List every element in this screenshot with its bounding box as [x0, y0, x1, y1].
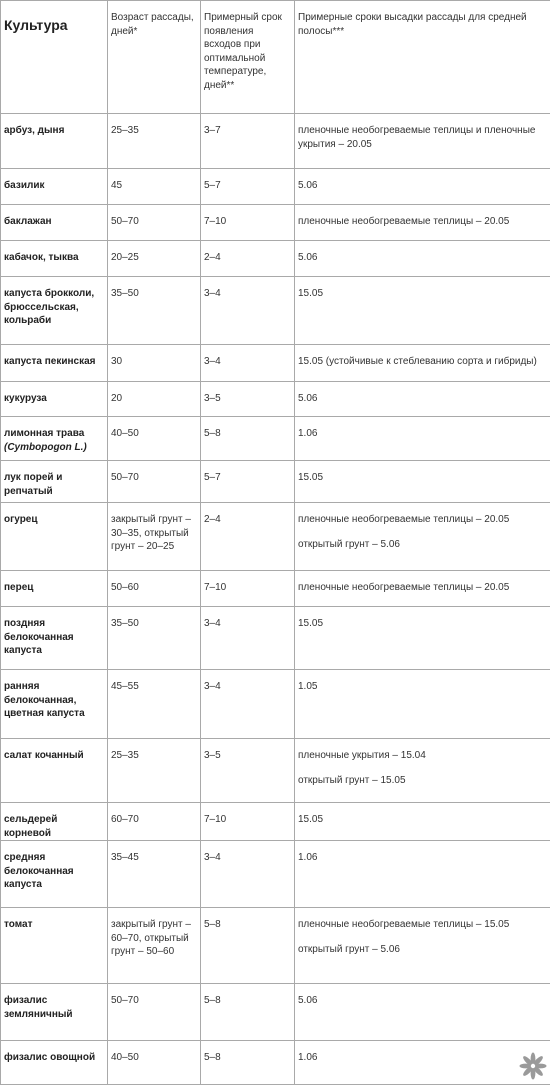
cell-age: 35–50 [108, 277, 201, 345]
culture-latin-name: (Cymbopogon L.) [4, 442, 87, 453]
header-age: Возраст рассады, дней* [108, 1, 201, 114]
cell-age: 20–25 [108, 241, 201, 277]
cell-sprout: 2–4 [201, 503, 295, 571]
table-row [1, 670, 550, 739]
cell-sprout: 7–10 [201, 803, 295, 841]
cell-dates [295, 169, 550, 205]
cell-culture [1, 345, 108, 382]
table-row [1, 984, 550, 1041]
culture-name: лимонная трава [4, 428, 84, 439]
cell-sprout: 3–5 [201, 739, 295, 803]
cell-dates [295, 382, 550, 417]
culture-name: перец [4, 582, 33, 593]
culture-name: капуста брокколи, брюссельская, кольраби [4, 288, 94, 326]
planting-date-line: 1.06 [298, 427, 547, 441]
table-row [1, 571, 550, 607]
planting-date-line: 15.05 [298, 287, 547, 301]
header-sprout: Примерный срок появления всходов при оптимальной температуре, дней** [201, 1, 295, 114]
cell-culture [1, 803, 108, 841]
culture-name: поздняя белокочанная капуста [4, 618, 74, 656]
cell-sprout: 5–8 [201, 984, 295, 1041]
table-row [1, 607, 550, 670]
cell-sprout: 7–10 [201, 205, 295, 241]
cell-age: закрытый грунт – 60–70, открытый грунт – 50–60 [108, 908, 201, 984]
cell-age: закрытый грунт – 30–35, открытый грунт – 20–25 [108, 503, 201, 571]
cell-sprout: 3–4 [201, 607, 295, 670]
cell-dates [295, 503, 550, 571]
planting-date-line: пленочные укрытия – 15.04 [298, 749, 547, 763]
culture-name: базилик [4, 180, 44, 191]
cell-age: 25–35 [108, 114, 201, 169]
cell-dates [295, 841, 550, 908]
cell-dates [295, 908, 550, 984]
planting-date-line: открытый грунт – 5.06 [298, 943, 547, 957]
cell-sprout: 3–7 [201, 114, 295, 169]
cell-dates [295, 739, 550, 803]
cell-sprout: 3–4 [201, 345, 295, 382]
cell-sprout: 5–8 [201, 1041, 295, 1085]
planting-date-line: 15.05 [298, 813, 547, 827]
cell-dates [295, 345, 550, 382]
cell-dates [295, 803, 550, 841]
cell-age: 40–50 [108, 1041, 201, 1085]
culture-name: баклажан [4, 216, 52, 227]
cell-culture [1, 984, 108, 1041]
culture-name: арбуз, дыня [4, 125, 64, 136]
cell-culture [1, 382, 108, 417]
culture-name: физалис земляничный [4, 995, 73, 1020]
planting-date-line: 5.06 [298, 251, 547, 265]
cell-culture [1, 607, 108, 670]
cell-culture [1, 241, 108, 277]
cell-age: 50–70 [108, 461, 201, 503]
culture-name: ранняя белокочанная, цветная капуста [4, 681, 85, 719]
cell-culture [1, 417, 108, 461]
cell-dates [295, 277, 550, 345]
cell-age: 60–70 [108, 803, 201, 841]
header-culture: Культура [1, 1, 108, 114]
cell-dates [295, 114, 550, 169]
planting-date-line: 1.06 [298, 851, 547, 865]
asterisk-flower-icon [518, 1051, 548, 1081]
planting-date-line: 5.06 [298, 179, 547, 193]
cell-sprout: 5–8 [201, 908, 295, 984]
table-row [1, 503, 550, 571]
cell-age: 45 [108, 169, 201, 205]
cell-dates [295, 571, 550, 607]
culture-name: средняя белокочанная капуста [4, 852, 74, 890]
culture-name: огурец [4, 514, 38, 525]
cell-sprout: 2–4 [201, 241, 295, 277]
planting-date-line: 15.05 [298, 617, 547, 631]
table-row [1, 345, 550, 382]
cell-dates [295, 417, 550, 461]
table-row [1, 169, 550, 205]
cell-culture [1, 908, 108, 984]
table-row [1, 739, 550, 803]
culture-name: кабачок, тыква [4, 252, 79, 263]
cell-age: 30 [108, 345, 201, 382]
planting-date-line: 5.06 [298, 994, 547, 1008]
cell-age: 20 [108, 382, 201, 417]
cell-sprout: 5–8 [201, 417, 295, 461]
cell-sprout: 3–4 [201, 841, 295, 908]
cell-sprout: 3–4 [201, 277, 295, 345]
table-body [1, 114, 550, 1085]
culture-name: кукуруза [4, 393, 47, 404]
cell-age: 35–50 [108, 607, 201, 670]
culture-name: капуста пекинская [4, 356, 95, 367]
culture-name: салат кочанный [4, 750, 84, 761]
cell-culture [1, 670, 108, 739]
table-row [1, 803, 550, 841]
table-row [1, 205, 550, 241]
cell-age: 40–50 [108, 417, 201, 461]
cell-sprout: 3–4 [201, 670, 295, 739]
cell-culture [1, 169, 108, 205]
table-row [1, 1041, 550, 1085]
cell-culture [1, 739, 108, 803]
planting-date-line: 5.06 [298, 392, 547, 406]
cell-sprout: 3–5 [201, 382, 295, 417]
planting-date-line: 15.05 (устойчивые к стеблеванию сорта и гибриды) [298, 355, 547, 369]
cell-culture [1, 571, 108, 607]
cell-age: 25–35 [108, 739, 201, 803]
culture-name: лук порей и репчатый [4, 472, 62, 497]
planting-date-line: пленочные необогреваемые теплицы и пленочные укрытия – 20.05 [298, 124, 547, 151]
cell-age: 50–70 [108, 205, 201, 241]
cell-age: 35–45 [108, 841, 201, 908]
cell-culture [1, 277, 108, 345]
culture-name: сельдерей корневой [4, 814, 57, 839]
cell-dates [295, 1041, 550, 1085]
planting-date-line: открытый грунт – 15.05 [298, 774, 547, 788]
culture-name: томат [4, 919, 32, 930]
table-row [1, 241, 550, 277]
cell-dates [295, 241, 550, 277]
table-row [1, 841, 550, 908]
cell-dates [295, 607, 550, 670]
cell-sprout: 5–7 [201, 169, 295, 205]
cell-dates [295, 670, 550, 739]
cell-sprout: 5–7 [201, 461, 295, 503]
cell-culture [1, 114, 108, 169]
cell-dates [295, 205, 550, 241]
cell-dates [295, 461, 550, 503]
table-row [1, 382, 550, 417]
cell-age: 45–55 [108, 670, 201, 739]
cell-age: 50–60 [108, 571, 201, 607]
table-row [1, 277, 550, 345]
planting-date-line: пленочные необогреваемые теплицы – 20.05 [298, 215, 547, 229]
cell-dates [295, 984, 550, 1041]
cell-culture [1, 1041, 108, 1085]
cell-culture [1, 503, 108, 571]
header-dates: Примерные сроки высадки рассады для средней полосы*** [295, 1, 550, 114]
planting-date-line: пленочные необогреваемые теплицы – 20.05 [298, 581, 547, 595]
header-row [1, 1, 550, 114]
culture-name: физалис овощной [4, 1052, 95, 1063]
table-row [1, 114, 550, 169]
planting-date-line: 1.06 [298, 1051, 547, 1065]
cell-age: 50–70 [108, 984, 201, 1041]
planting-date-line: 1.05 [298, 680, 547, 694]
cell-culture [1, 841, 108, 908]
planting-date-line: 15.05 [298, 471, 547, 485]
table-row [1, 461, 550, 503]
planting-date-line: открытый грунт – 5.06 [298, 538, 547, 552]
cell-culture [1, 461, 108, 503]
planting-date-line: пленочные необогреваемые теплицы – 20.05 [298, 513, 547, 527]
planting-date-line: пленочные необогреваемые теплицы – 15.05 [298, 918, 547, 932]
table-row [1, 417, 550, 461]
cell-culture [1, 205, 108, 241]
table-row [1, 908, 550, 984]
cell-sprout: 7–10 [201, 571, 295, 607]
